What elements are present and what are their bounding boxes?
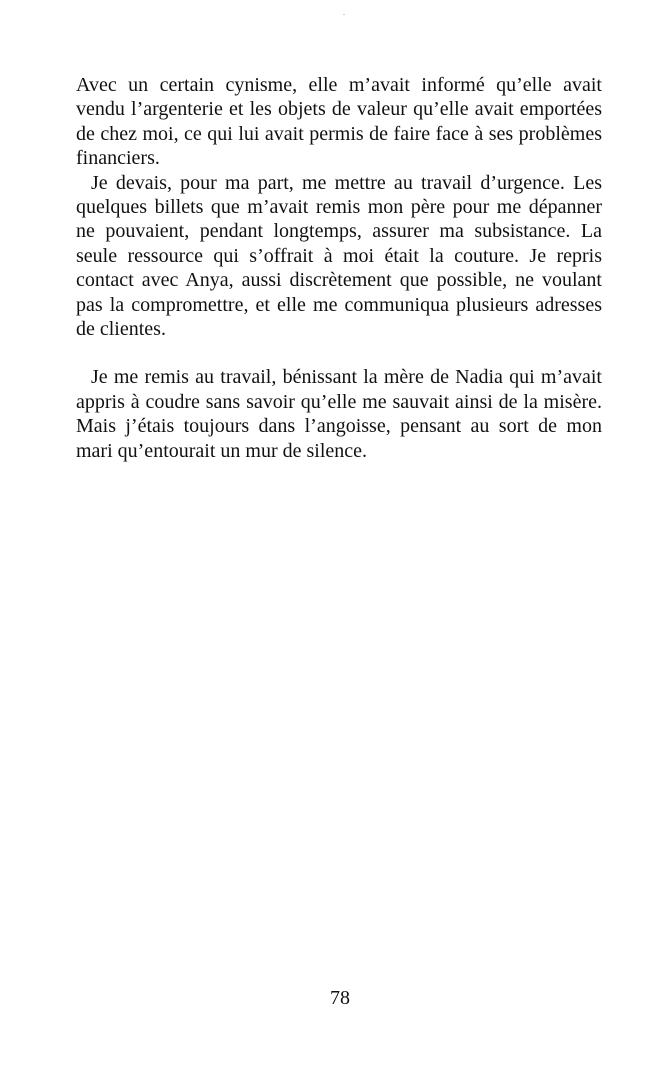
paragraph-3: Je me remis au travail, bénissant la mère de Nadia qui m’avait appris à coudre sans savoir qu’elle me sauvait ainsi de la misère. Mais j’étais toujours dans l’angoisse, pensant au sort de mon mari qu’entourait un mur de silence.	[76, 366, 602, 462]
paragraph-2: Je devais, pour ma part, me mettre au travail d’urgence. Les quelques billets que m’avait remis mon père pour me dépanner ne pouvaient, pendant longtemps, assurer ma subsistance. La seule ressource qui s’offrait à moi était la couture. Je repris contact avec Anya, aussi discrètement que possible, ne voulant pas la compromettre, et elle me communiqua plusieurs adresses de clientes.	[76, 171, 602, 341]
paragraph-1: Avec un certain cynisme, elle m’avait informé qu’elle avait vendu l’argenterie et les objets de valeur qu’elle avait emportées de chez moi, ce qui lui avait permis de faire face à ses problèmes financiers.	[76, 74, 602, 170]
body-text	[76, 73, 602, 463]
scan-mark	[343, 14, 345, 15]
page-number: 78	[330, 987, 350, 1009]
